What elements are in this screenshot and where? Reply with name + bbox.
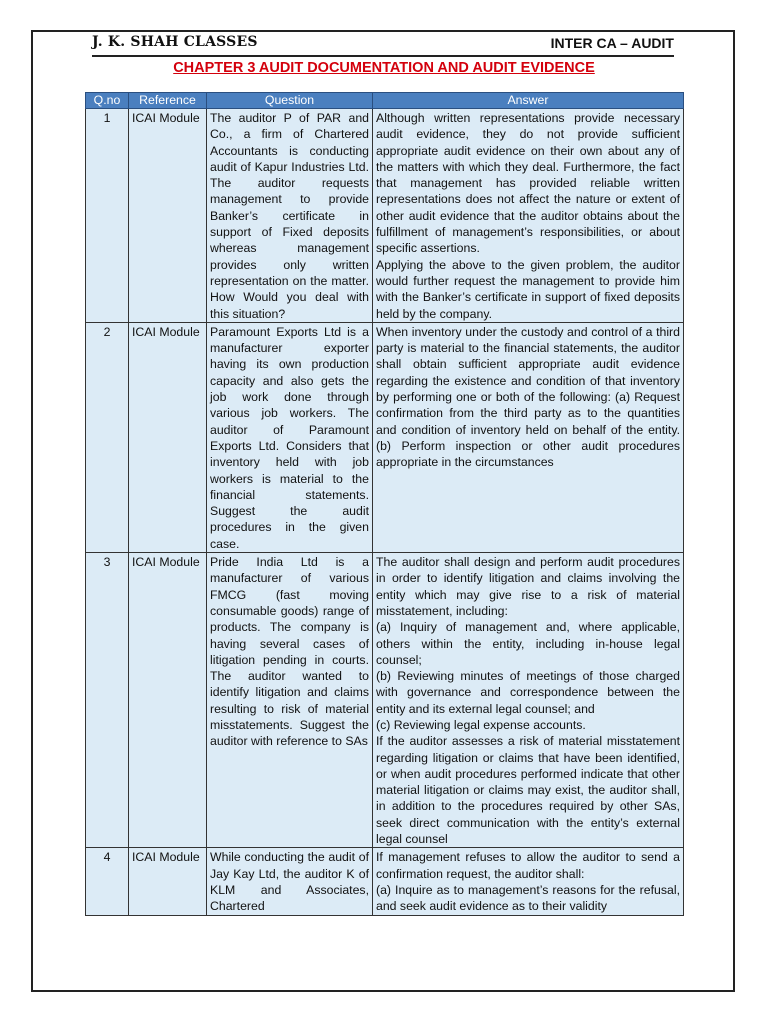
answer-paragraph: If the auditor assesses a risk of material misstatement regarding litigation or claims that have been identified, or when audit procedures performed indicate that other material litigation or claims may exist, the auditor shall, in addition to the procedures required by other SAs, seek direct communication with the entity’s external legal counsel (376, 734, 680, 847)
header-divider (92, 55, 674, 57)
answer-paragraph: (a) Inquiry of management and, where applicable, others within the entity, including in-house legal counsel; (376, 620, 680, 667)
reference-cell: ICAI Module (129, 848, 207, 915)
column-header-answer: Answer (373, 93, 684, 109)
table-row (86, 848, 684, 915)
answer-cell (373, 109, 684, 323)
reference-cell: ICAI Module (129, 109, 207, 323)
question-number: 3 (86, 553, 129, 848)
table-row (86, 109, 684, 323)
answer-cell (373, 553, 684, 848)
answer-paragraph: The auditor shall design and perform audit procedures in order to identify litigation and claims involving the entity which may give rise to a risk of material misstatement, including: (376, 555, 680, 618)
table-row (86, 322, 684, 552)
question-cell: While conducting the audit of Jay Kay Ltd, the auditor K of KLM and Associates, Chartered (207, 848, 373, 915)
answer-paragraph: Although written representations provide necessary audit evidence, they do not provide sufficient appropriate audit evidence on their own about any of the matters with which they deal. Furthermore, the fact that management has provided reliable written representations does not affect the nature or extent of other audit evidence that the auditor obtains about the fulfillment of management’s responsibilities, or about specific assertions. (376, 111, 680, 256)
institute-name: J. K. SHAH CLASSES (92, 34, 258, 50)
qa-table (85, 92, 684, 916)
question-cell: The auditor P of PAR and Co., a firm of Chartered Accountants is conducting audit of Kapur Industries Ltd. The auditor requests management to provide Banker’s certificate in support of Fixed deposits whereas management provides only written representation on the matter. How Would you deal with this situation? (207, 109, 373, 323)
question-cell: Paramount Exports Ltd is a manufacturer exporter having its own production capacity and also gets the job work done through various job workers. The auditor of Paramount Exports Ltd. Considers that inventory held with job workers is material to the financial statements. Suggest the audit procedures in the given case. (207, 322, 373, 552)
question-number: 1 (86, 109, 129, 323)
reference-cell: ICAI Module (129, 553, 207, 848)
question-cell: Pride India Ltd is a manufacturer of various FMCG (fast moving consumable goods) range of products. The company is having several cases of litigation pending in courts. The auditor wanted to identify litigation and claims resulting to risk of material misstatements. Suggest the auditor with reference to SAs (207, 553, 373, 848)
column-header-reference: Reference (129, 93, 207, 109)
question-number: 4 (86, 848, 129, 915)
answer-paragraph: Applying the above to the given problem, the auditor would further request the management to provide him with the Banker’s certificate in support of fixed deposits held by the company. (376, 257, 680, 321)
answer-paragraph: If management refuses to allow the auditor to send a confirmation request, the auditor shall: (376, 850, 680, 881)
answer-paragraph: When inventory under the custody and control of a third party is material to the financial statements, the auditor shall obtain sufficient appropriate audit evidence regarding the existence and condition of that inventory by performing one or both of the following: (a) Request confirmation from the third party as to the quantities and condition of inventory held on behalf of the entity. (b) Perform inspection or other audit procedures appropriate in the circumstances (376, 324, 680, 470)
table-header-row (86, 93, 684, 109)
column-header-qno: Q.no (86, 93, 129, 109)
reference-cell: ICAI Module (129, 322, 207, 552)
answer-cell (373, 848, 684, 915)
answer-paragraph: (c) Reviewing legal expense accounts. (376, 717, 586, 732)
column-header-question: Question (207, 93, 373, 109)
question-number: 2 (86, 322, 129, 552)
course-name: INTER CA – AUDIT (550, 35, 674, 51)
page-header (92, 34, 674, 54)
answer-paragraph: (a) Inquire as to management’s reasons for the refusal, and seek audit evidence as to their validity (376, 882, 680, 914)
chapter-title: CHAPTER 3 AUDIT DOCUMENTATION AND AUDIT EVIDENCE (173, 60, 595, 76)
table-row (86, 553, 684, 848)
answer-paragraph: (b) Reviewing minutes of meetings of those charged with governance and correspondence between the entity and its external legal counsel; and (376, 669, 680, 716)
answer-cell (373, 322, 684, 552)
